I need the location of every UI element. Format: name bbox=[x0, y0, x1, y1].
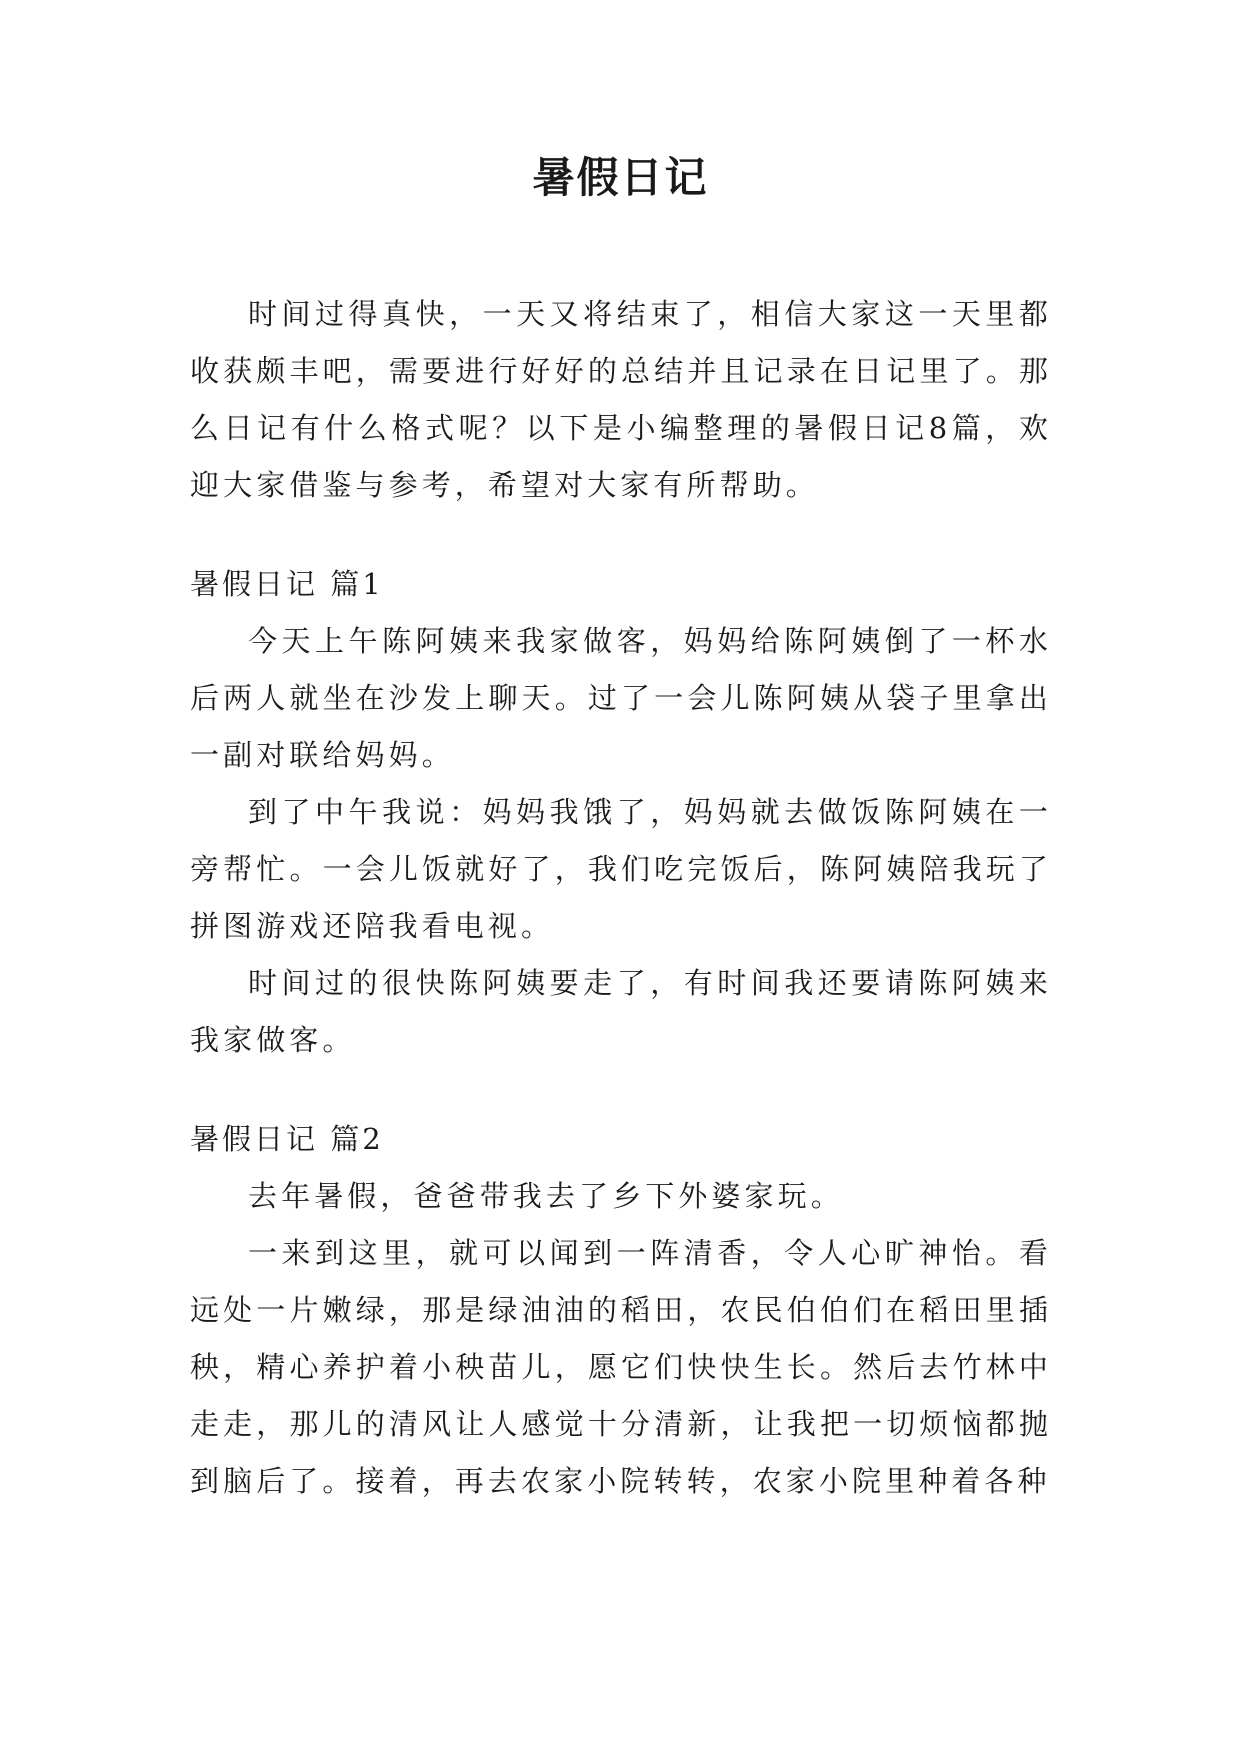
page-title: 暑假日记 bbox=[532, 153, 709, 202]
entry-paragraph: 到了中午我说：妈妈我饿了，妈妈就去做饭陈阿姨在一旁帮忙。一会儿饭就好了，我们吃完饭后，陈阿姨陪我玩了拼图游戏还陪我看电视。 bbox=[190, 795, 1052, 943]
entry-paragraph: 一来到这里，就可以闻到一阵清香，令人心旷神怡。看远处一片嫩绿，那是绿油油的稻田，农民伯伯们在稻田里插秧，精心养护着小秧苗儿，愿它们快快生长。然后去竹林中走走，那儿的清风让人感觉十分清新，让我把一切烦恼都抛到脑后了。接着，再去农家小院转转，农家小院里种着各种 bbox=[190, 1236, 1052, 1498]
entry-paragraph: 去年暑假，爸爸带我去了乡下外婆家玩。 bbox=[248, 1179, 844, 1213]
spacer bbox=[190, 514, 1052, 556]
document-body bbox=[190, 286, 1052, 1510]
entry-heading: 暑假日记 篇2 bbox=[190, 1122, 384, 1156]
intro-paragraph: 时间过得真快，一天又将结束了，相信大家这一天里都收获颇丰吧，需要进行好好的总结并且记录在日记里了。那么日记有什么格式呢？以下是小编整理的暑假日记8篇，欢迎大家借鉴与参考，希望对大家有所帮助。 bbox=[190, 297, 1052, 502]
diary-entry-2 bbox=[190, 1111, 1052, 1510]
entry-paragraph: 今天上午陈阿姨来我家做客，妈妈给陈阿姨倒了一杯水后两人就坐在沙发上聊天。过了一会儿陈阿姨从袋子里拿出一副对联给妈妈。 bbox=[190, 624, 1052, 772]
entry-heading: 暑假日记 篇1 bbox=[190, 567, 384, 601]
entry-paragraph: 时间过的很快陈阿姨要走了，有时间我还要请陈阿姨来我家做客。 bbox=[190, 966, 1052, 1057]
spacer bbox=[190, 1069, 1052, 1111]
diary-entry-1 bbox=[190, 556, 1052, 1069]
